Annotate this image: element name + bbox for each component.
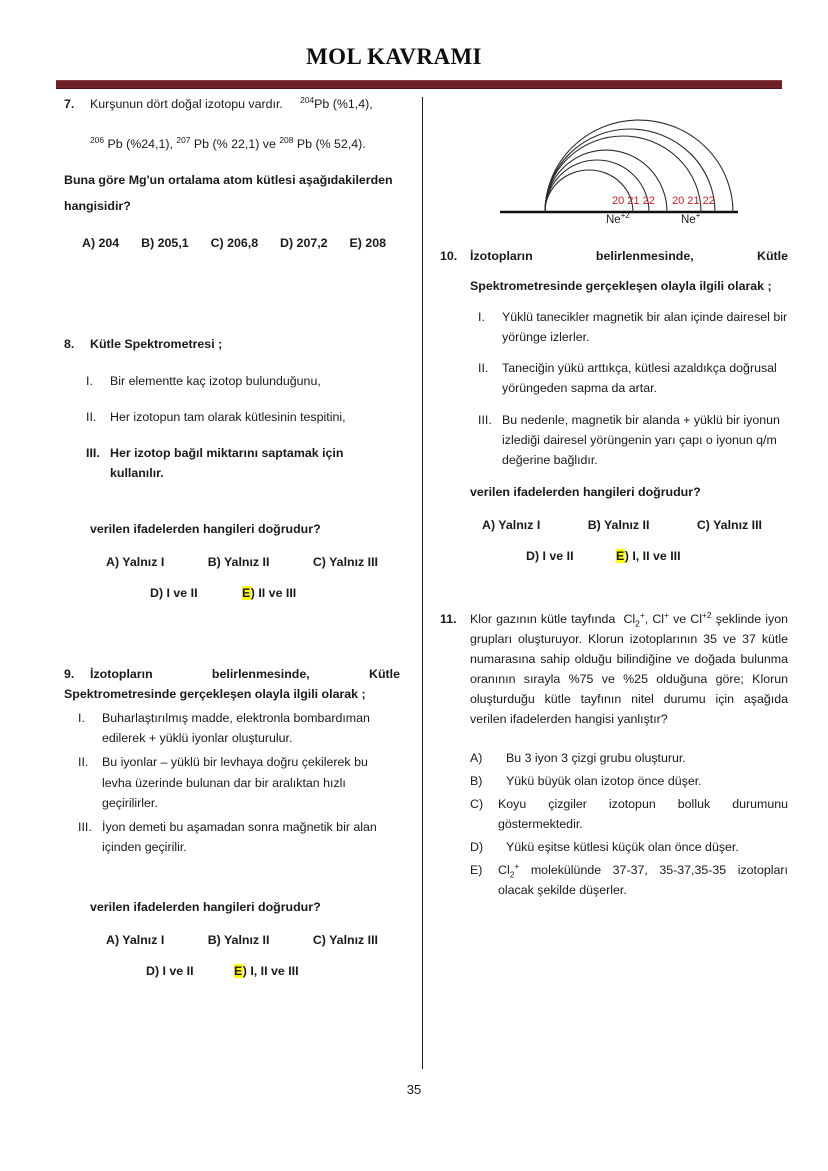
question-9-title-line1 bbox=[90, 664, 400, 684]
q7-sup-208: 208 bbox=[279, 135, 294, 146]
question-10-title-line2: Spektrometresinde gerçekleşen olayla ilgili olarak ; bbox=[470, 279, 772, 294]
q11-answer-c-letter: C) bbox=[470, 796, 484, 811]
q7-sup-207: 207 bbox=[176, 135, 191, 146]
q11-answer-d[interactable] bbox=[470, 837, 788, 857]
q10-option-e-highlight: E bbox=[616, 548, 625, 563]
question-8-title: Kütle Spektrometresi ; bbox=[90, 337, 223, 352]
question-10 bbox=[440, 246, 788, 563]
right-column bbox=[440, 94, 788, 900]
q9-item-2-num: II. bbox=[78, 755, 89, 770]
q8-option-e-highlight: E bbox=[242, 586, 251, 601]
q8-item-3-num: III. bbox=[86, 445, 100, 460]
question-7-stem bbox=[90, 94, 400, 154]
q11-stem-a: Klor gazının kütle tayfında bbox=[470, 611, 616, 626]
figure-label-ne-plus: Ne+ bbox=[681, 211, 701, 226]
figure-red-label-left: 20 21 22 bbox=[612, 195, 655, 207]
q9-title-a: İzotopların bbox=[90, 667, 153, 682]
q7-prompt-line1: Buna göre Mg'un ortalama atom kütlesi aşağıdakilerden bbox=[64, 173, 393, 188]
q10-title-b: belirlenmesinde, bbox=[595, 249, 694, 263]
q10-title-c: Kütle bbox=[757, 249, 788, 263]
q11-stem-b: şeklinde iyon grupları oluşturuyor. Klorun izotoplarının 35 ve 37 kütle numarasına sahip olduğu bilindiğine ve doğada bulunma oranının sırayla %75 ve %25 olduğuna göre; Klorun oluşturduğu kütle tayfının nitel durumu için aşağıda verilen ifadelerden hangisi yanlıştır? bbox=[470, 611, 788, 727]
q9-prompt: verilen ifadelerden hangileri doğrudur? bbox=[90, 899, 321, 914]
question-7-number: 7. bbox=[64, 97, 75, 111]
q11-answer-c[interactable] bbox=[470, 794, 788, 834]
q10-item-2 bbox=[478, 358, 788, 398]
q10-title-a: İzotopların bbox=[470, 249, 533, 263]
q10-option-e[interactable] bbox=[616, 549, 681, 563]
q11-answer-e-letter: E) bbox=[470, 862, 483, 877]
page-header bbox=[0, 44, 828, 70]
q7-sup-206: 206 bbox=[90, 135, 105, 146]
q9-item-1-text: Buharlaştırılmış madde, elektronla bombardıman edilerek + yüklü iyonlar oluşturulur. bbox=[102, 711, 370, 746]
page-number: 35 bbox=[406, 1082, 422, 1097]
q11-answer-b-text: Yükü büyük olan izotop önce düşer. bbox=[506, 773, 702, 788]
question-8-number: 8. bbox=[64, 337, 75, 352]
q11-answer-e[interactable] bbox=[470, 860, 788, 900]
question-10-number: 10. bbox=[440, 249, 458, 263]
question-11-number: 11. bbox=[440, 611, 457, 626]
q8-item-2-num: II. bbox=[86, 409, 97, 424]
q10-item-1-text: Yüklü tanecikler magnetik bir alan içinde dairesel bir yörünge izlerler. bbox=[502, 310, 788, 345]
q10-options-row-2 bbox=[440, 549, 788, 563]
q11-answer-b-letter: B) bbox=[470, 773, 483, 788]
q8-item-3 bbox=[86, 443, 400, 483]
q9-options-row-2 bbox=[64, 964, 400, 978]
q10-option-e-rest: ) I, II ve III bbox=[624, 548, 681, 563]
q8-item-1 bbox=[86, 371, 400, 391]
q11-answer-c-text: Koyu çizgiler izotopun bolluk durumunu göstermektedir. bbox=[498, 796, 788, 831]
question-10-title-line1 bbox=[470, 246, 788, 266]
left-column bbox=[64, 94, 400, 978]
q10-item-3-num: III. bbox=[478, 412, 492, 427]
q8-option-c[interactable]: C) Yalnız III bbox=[312, 555, 378, 570]
question-9 bbox=[64, 664, 400, 978]
q7-stem-part1: Kurşunun dört doğal izotopu vardır. bbox=[90, 97, 283, 111]
q11-answer-a-text: Bu 3 iyon 3 çizgi grubu oluşturur. bbox=[506, 750, 686, 765]
q8-option-b[interactable]: B) Yalnız II bbox=[207, 555, 270, 570]
q7-stem-part2: Pb (%1,4), bbox=[314, 97, 373, 111]
q8-options-row-2 bbox=[64, 586, 400, 600]
q8-option-d[interactable]: D) I ve II bbox=[150, 586, 198, 601]
q10-prompt: verilen ifadelerden hangileri doğrudur? bbox=[470, 484, 701, 499]
question-9-title-line2: Spektrometresinde gerçekleşen olayla ilgili olarak ; bbox=[64, 687, 366, 702]
q11-answer-a-letter: A) bbox=[470, 750, 483, 765]
q9-option-c[interactable]: C) Yalnız III bbox=[312, 932, 378, 947]
q7-sup-204: 204 bbox=[300, 94, 315, 105]
q11-answer-d-text: Yükü eşitse kütlesi küçük olan önce düşer. bbox=[506, 839, 739, 854]
q9-options-row-1 bbox=[64, 933, 378, 947]
q8-item-3-text: Her izotop bağıl miktarını saptamak için kullanılır. bbox=[110, 445, 344, 480]
q10-option-d[interactable]: D) I ve II bbox=[526, 548, 574, 563]
figure-label-ne-2plus: $Ne^{+2}$ bbox=[606, 211, 630, 226]
q10-option-a[interactable]: A) Yalnız I bbox=[482, 517, 541, 532]
question-9-number: 9. bbox=[64, 667, 75, 682]
q7-stem-part4: Pb (% 22,1) ve bbox=[193, 137, 276, 152]
q9-item-2-text: Bu iyonlar – yüklü bir levhaya doğru çekilerek bu levha üzerinde bulunan dar bir aralıktan hızlı geçirilirler. bbox=[102, 755, 368, 810]
q7-prompt-line2: hangisidir? bbox=[64, 199, 131, 214]
q7-option-c[interactable]: C) 206,8 bbox=[210, 236, 259, 251]
question-11 bbox=[440, 609, 788, 900]
header-rule bbox=[56, 80, 782, 89]
q10-option-c[interactable]: C) Yalnız III bbox=[696, 517, 762, 532]
q9-option-e-rest: ) I, II ve III bbox=[242, 963, 299, 978]
q7-stem-part5: Pb (% 52,4). bbox=[296, 137, 366, 152]
column-divider bbox=[422, 97, 423, 1069]
q8-options-row-1 bbox=[64, 555, 378, 569]
page-title: MOL KAVRAMI bbox=[306, 44, 482, 69]
q8-option-a[interactable]: A) Yalnız I bbox=[106, 555, 165, 570]
q9-option-e[interactable] bbox=[234, 964, 299, 978]
q9-item-3 bbox=[78, 817, 400, 857]
q9-title-c: Kütle bbox=[369, 667, 400, 682]
q11-ion-cl-plus2: $Cl^{+2}$ bbox=[690, 609, 712, 626]
q9-item-3-num: III. bbox=[78, 819, 92, 834]
q8-item-2-text: Her izotopun tam olarak kütlesinin tespitini, bbox=[110, 409, 346, 424]
q9-option-b[interactable]: B) Yalnız II bbox=[207, 932, 270, 947]
q10-item-3 bbox=[478, 410, 788, 470]
q11-answer-b[interactable] bbox=[470, 771, 788, 791]
q8-item-1-num: I. bbox=[86, 373, 93, 388]
q11-answer-a[interactable] bbox=[470, 748, 788, 768]
q10-item-3-text: Bu nedenle, magnetik bir alanda + yüklü bir iyonun izlediği dairesel yörüngenin yarı çapı o iyonun q/m değerine bağlıdır. bbox=[502, 412, 780, 467]
question-7 bbox=[64, 94, 400, 250]
q8-option-e[interactable] bbox=[242, 586, 297, 600]
q7-option-b[interactable]: B) 205,1 bbox=[141, 236, 189, 251]
question-11-stem: Klor gazının kütle tayfında $Cl_2^+$, Cl+ ve $Cl^{+2}$ şeklinde iyon grupları oluşturuyor. Klorun izotoplarının 35 ve 37 kütle numarasına sahip olduğu bilindiğine ve doğada bulunma oranının sırayla %75 ve %25 olduğuna göre; Klorun oluşturduğu kütle tayfının nitel durumu için aşağıda verilen ifadelerden hangisi yanlıştır? bbox=[470, 609, 788, 727]
q11-answer-e-ion: $Cl_2^+$ bbox=[498, 860, 520, 880]
q9-item-3-text: İyon demeti bu aşamadan sonra mağnetik bir alan içinden geçirilir. bbox=[102, 819, 377, 854]
q10-item-1-num: I. bbox=[478, 310, 485, 325]
q11-answer-e-text: $Cl_2^+$ molekülünde 37-37, 35-37,35-35 izotopları olacak şekilde düşerler. bbox=[498, 860, 788, 898]
q8-item-1-text: Bir elementte kaç izotop bulunduğunu, bbox=[110, 373, 321, 388]
q7-option-a[interactable]: A) 204 bbox=[82, 236, 120, 251]
q9-title-b: belirlenmesinde, bbox=[211, 667, 310, 682]
q9-item-2 bbox=[78, 752, 400, 812]
q11-answer-d-letter: D) bbox=[470, 839, 484, 854]
figure-red-label-right: 20 21 22 bbox=[672, 195, 715, 207]
q10-options-row-1 bbox=[440, 518, 762, 532]
question-8 bbox=[64, 334, 400, 600]
q10-item-2-text: Taneciğin yükü arttıkça, kütlesi azaldıkça doğrusal yörüngeden sapma da artar. bbox=[502, 361, 777, 396]
q9-option-d[interactable]: D) I ve II bbox=[146, 963, 194, 978]
q9-item-1 bbox=[78, 708, 400, 748]
q11-ion-cl2-plus: $Cl_2^+$ bbox=[623, 609, 645, 629]
q10-option-b[interactable]: B) Yalnız II bbox=[587, 517, 650, 532]
q7-option-d[interactable]: D) 207,2 bbox=[280, 236, 328, 251]
q11-ion-cl-plus: Cl+ bbox=[652, 609, 669, 626]
q7-stem-part3: Pb (%24,1), bbox=[107, 137, 173, 152]
q8-item-2 bbox=[86, 407, 400, 427]
q8-prompt: verilen ifadelerden hangileri doğrudur? bbox=[90, 521, 321, 536]
q10-item-2-num: II. bbox=[478, 361, 489, 376]
q10-item-1 bbox=[478, 307, 788, 347]
q9-option-e-highlight: E bbox=[234, 963, 243, 978]
q8-option-e-rest: ) II ve III bbox=[250, 586, 297, 601]
q9-option-a[interactable]: A) Yalnız I bbox=[106, 932, 165, 947]
q7-options bbox=[64, 236, 386, 250]
q9-item-1-num: I. bbox=[78, 711, 85, 726]
q7-option-e[interactable]: E) 208 bbox=[349, 236, 386, 251]
